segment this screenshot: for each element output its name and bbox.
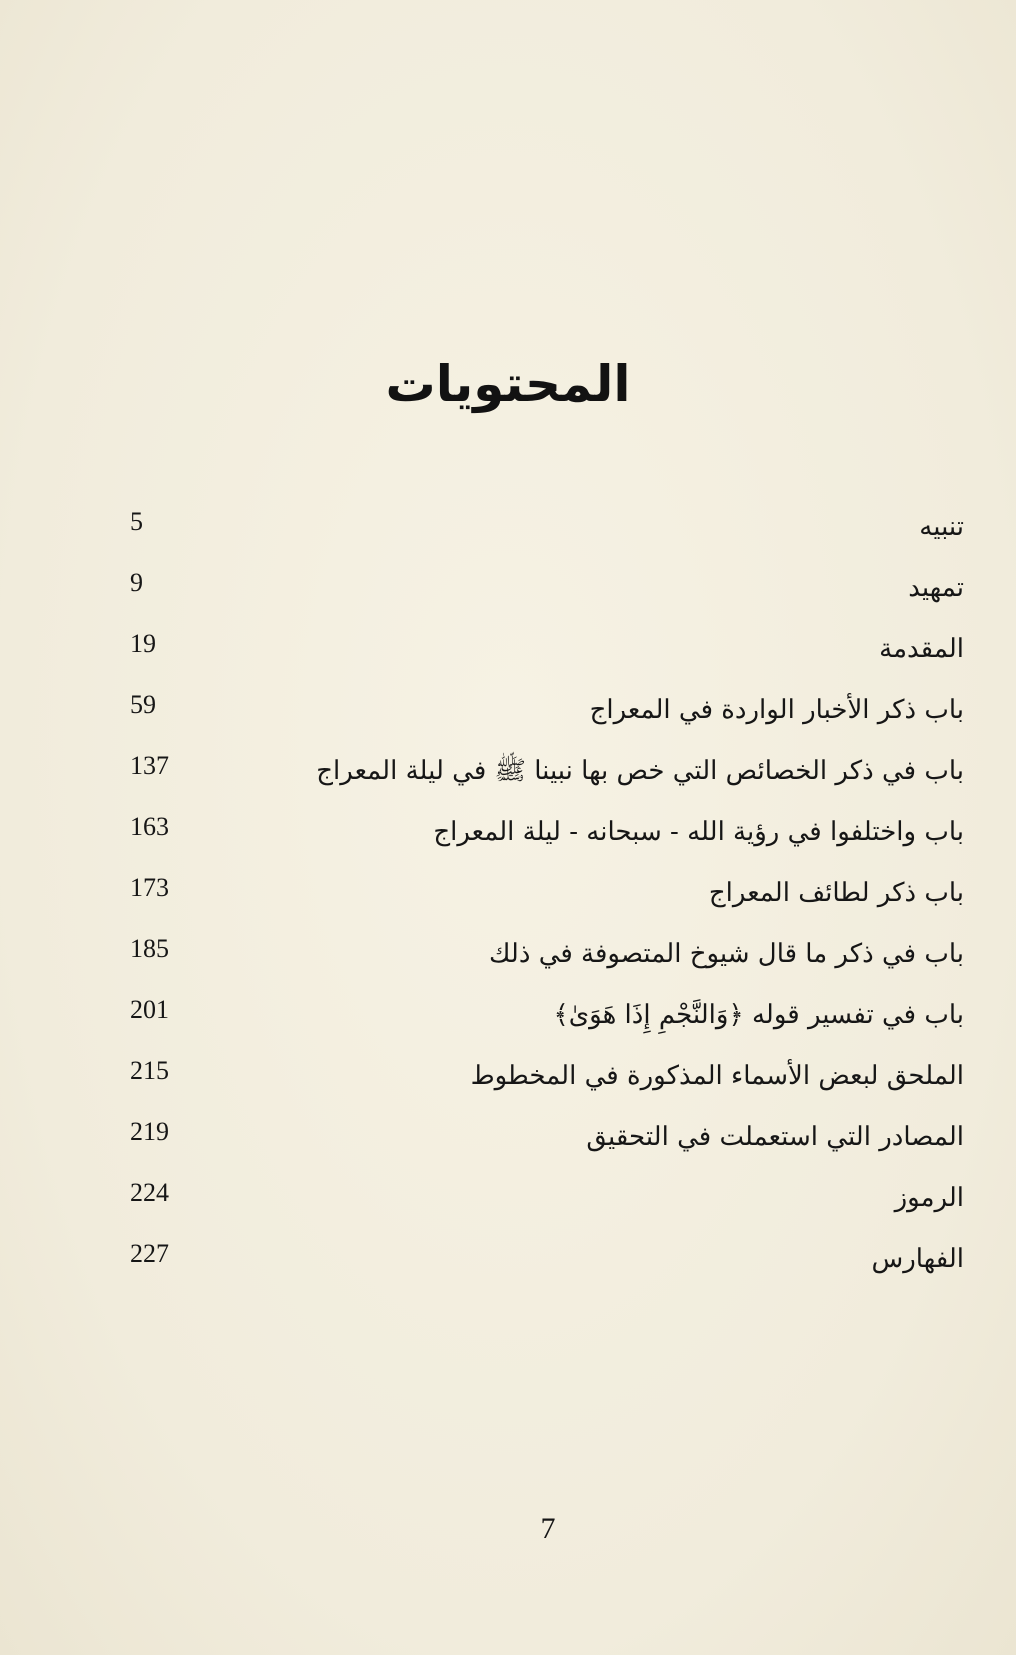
toc-row xyxy=(130,566,964,627)
toc-row xyxy=(130,627,964,688)
toc-row xyxy=(130,505,964,566)
toc-row xyxy=(130,1115,964,1176)
toc-page-number: 163 xyxy=(130,812,169,841)
table-of-contents xyxy=(130,505,964,1298)
toc-entry-label: باب ذكر لطائف المعراج xyxy=(708,878,964,908)
page-folio-number: 7 xyxy=(540,1512,556,1545)
toc-entry-label: باب ذكر الأخبار الواردة في المعراج xyxy=(589,695,964,725)
toc-page-number: 5 xyxy=(130,507,143,536)
toc-page-number: 59 xyxy=(130,690,156,719)
toc-entry-label: باب في ذكر ما قال شيوخ المتصوفة في ذلك xyxy=(489,939,964,969)
toc-row xyxy=(130,932,964,993)
toc-page-number: 9 xyxy=(130,568,143,597)
toc-entry-label: المقدمة xyxy=(879,634,964,664)
toc-row xyxy=(130,688,964,749)
toc-entry-label: باب واختلفوا في رؤية الله - سبحانه - ليلة المعراج xyxy=(433,817,964,847)
toc-entry-label: الملحق لبعض الأسماء المذكورة في المخطوط xyxy=(470,1061,964,1091)
toc-entry-label: المصادر التي استعملت في التحقيق xyxy=(586,1122,964,1152)
toc-entry-label: الرموز xyxy=(894,1183,964,1213)
toc-page-number: 219 xyxy=(130,1117,169,1146)
toc-page-number: 201 xyxy=(130,995,169,1024)
toc-page-number: 173 xyxy=(130,873,169,902)
toc-page-number: 185 xyxy=(130,934,169,963)
toc-page-number: 224 xyxy=(130,1178,169,1207)
toc-row xyxy=(130,1054,964,1115)
toc-row xyxy=(130,810,964,871)
toc-row xyxy=(130,1176,964,1237)
toc-page-number: 19 xyxy=(130,629,156,658)
toc-page-number: 137 xyxy=(130,751,169,780)
toc-entry-label: باب في تفسير قوله ﴿وَالنَّجْمِ إِذَا هَوَىٰ﴾ xyxy=(553,1000,964,1030)
toc-row xyxy=(130,993,964,1054)
page-title: المحتويات xyxy=(385,355,631,413)
toc-page-number: 215 xyxy=(130,1056,169,1085)
toc-entry-label: باب في ذكر الخصائص التي خص بها نبينا ﷺ في ليلة المعراج xyxy=(316,756,964,786)
toc-entry-label: تنبيه xyxy=(919,512,964,542)
toc-row xyxy=(130,871,964,932)
toc-page-number: 227 xyxy=(130,1239,169,1268)
toc-row xyxy=(130,1237,964,1298)
toc-row xyxy=(130,749,964,810)
toc-entry-label: تمهيد xyxy=(908,573,964,603)
toc-entry-label: الفهارس xyxy=(871,1244,964,1274)
